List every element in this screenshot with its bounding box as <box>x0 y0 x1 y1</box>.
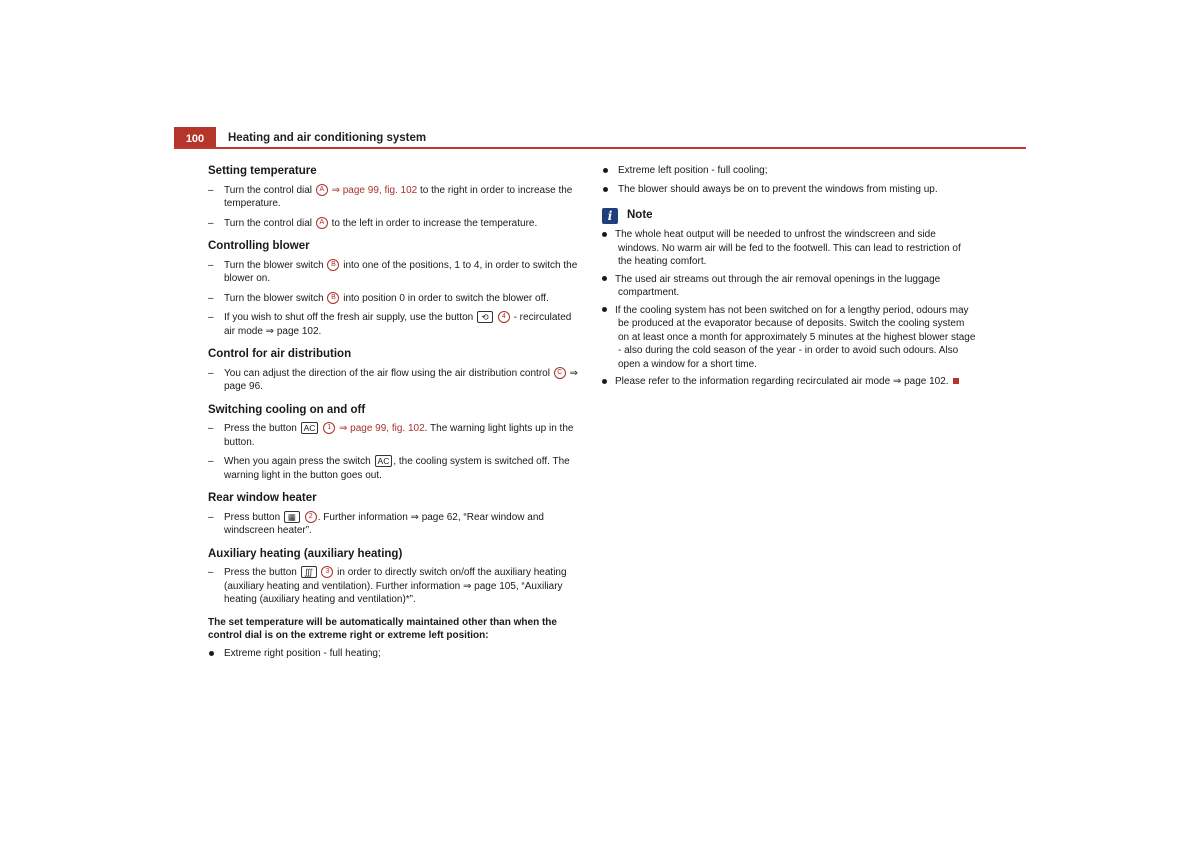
list-item: – Turn the control dial A ⇒ page 99, fig. 102 to the right in order to increase the temperature. <box>208 184 573 209</box>
list-item: Extreme left position - full cooling; <box>602 164 977 178</box>
callout-1: 1 <box>323 422 335 434</box>
end-mark-icon <box>953 378 959 384</box>
maintained-text: The set temperature will be automatically maintained other than when the control dial is on the extreme right or extreme left position: <box>208 616 557 641</box>
callout-2: 2 <box>305 511 317 523</box>
dash-marker: – <box>208 292 214 304</box>
dash-marker: – <box>208 259 214 271</box>
dash-marker: – <box>208 312 214 323</box>
note-title: Note <box>627 209 653 222</box>
aux-heating-key-icon: ∭ <box>301 566 317 578</box>
list-item: – Turn the control dial A to the left in order to increase the temperature. <box>208 217 538 229</box>
section-heading: Rear window heater <box>208 492 317 504</box>
section-heading: Switching cooling on and off <box>208 403 366 416</box>
section-heading: Setting temperature <box>208 165 317 177</box>
callout-c: C <box>554 367 566 379</box>
section-controlling-blower <box>208 239 583 338</box>
section-heading: Control for air distribution <box>208 348 352 360</box>
page-title: Heating and air conditioning system <box>228 132 427 144</box>
header-rule <box>174 147 1026 149</box>
bullet-icon <box>602 232 607 237</box>
list-item: – Turn the blower switch B into position 0 in order to switch the blower off. <box>208 292 549 304</box>
dash-marker: – <box>208 184 214 196</box>
list-item: – When you again press the switch AC , the cooling system is switched off. The warning light in the button goes out. <box>208 456 570 481</box>
callout-4: 4 <box>498 311 510 323</box>
bullet-icon <box>602 307 607 312</box>
callout-b: B <box>327 292 339 304</box>
callout-b: B <box>327 259 339 271</box>
dash-marker: – <box>208 511 214 523</box>
callout-3: 3 <box>321 566 333 578</box>
bullet-icon <box>603 168 608 173</box>
recirculation-key-icon: ⟲ <box>477 311 493 323</box>
page-link[interactable]: ⇒ page 99, fig. 102 <box>338 423 425 434</box>
left-column <box>208 164 583 665</box>
list-item: – Press the button ∭ 3 in order to directly switch on/off the auxiliary heating (auxiliary heating and ventilation). Further information ⇒ page 105, “Auxiliary heating (auxiliary heating and ventilation)*”. <box>208 567 567 605</box>
dash-marker: – <box>208 217 214 229</box>
callout-a: A <box>316 217 328 229</box>
list-item: – Turn the blower switch B into one of the positions, 1 to 4, in order to switch the blower on. <box>208 259 578 284</box>
right-column <box>602 164 977 393</box>
section-aux-heating <box>208 547 583 607</box>
note-item: The whole heat output will be needed to unfrost the windscreen and side windows. No warm air will be fed to the footwell. This can lead to restriction of the heating comfort. <box>602 228 977 269</box>
ac-key-icon: AC <box>375 455 393 467</box>
note-item: The used air streams out through the air removal openings in the luggage compartment. <box>602 273 977 300</box>
section-heading: Controlling blower <box>208 240 310 252</box>
dash-marker: – <box>208 423 214 434</box>
ac-key-icon: AC <box>301 422 319 434</box>
list-item: – Press button ▦ 2 . Further information ⇒ page 62, “Rear window and windscreen heater”. <box>208 511 544 536</box>
section-rear-heater <box>208 491 583 538</box>
dash-marker: – <box>208 567 214 578</box>
section-cooling <box>208 403 583 483</box>
list-item: Extreme right position - full heating; <box>208 647 583 661</box>
bullet-icon <box>602 276 607 281</box>
page-link[interactable]: ⇒ page 99, fig. 102 <box>331 184 418 196</box>
section-air-distribution <box>208 347 583 394</box>
note-item: If the cooling system has not been switched on for a lengthy period, odours may be produced at the evaporator because of deposits. Switch the cooling system on at least once a month for approximately 5 minutes at the highest blower stage - also during the cold season of the year - in order to avoid such odours. Also open a window for a short time. <box>602 304 977 372</box>
section-heading: Auxiliary heating (auxiliary heating) <box>208 547 403 560</box>
info-icon: i <box>602 208 618 224</box>
list-item: – Press the button AC 1 ⇒ page 99, fig. 102. The warning light lights up in the button. <box>208 423 574 448</box>
page-number: 100 <box>174 127 216 149</box>
bullet-icon <box>602 379 607 384</box>
list-item: The blower should aways be on to prevent the windows from misting up. <box>602 183 977 197</box>
bullet-icon <box>209 651 214 656</box>
note-header <box>602 208 977 224</box>
dash-marker: – <box>208 367 214 379</box>
list-item: – If you wish to shut off the fresh air supply, use the button ⟲ 4 - recirculated air mode ⇒ page 102. <box>208 312 572 337</box>
list-item: – You can adjust the direction of the air flow using the air distribution control C ⇒ page 96. <box>208 367 578 392</box>
section-setting-temperature <box>208 164 583 230</box>
note-item: Please refer to the information regarding recirculated air mode ⇒ page 102. <box>602 375 977 389</box>
dash-marker: – <box>208 456 214 467</box>
callout-a: A <box>316 184 328 196</box>
bullet-icon <box>603 187 608 192</box>
rear-heater-key-icon: ▦ <box>284 511 300 523</box>
